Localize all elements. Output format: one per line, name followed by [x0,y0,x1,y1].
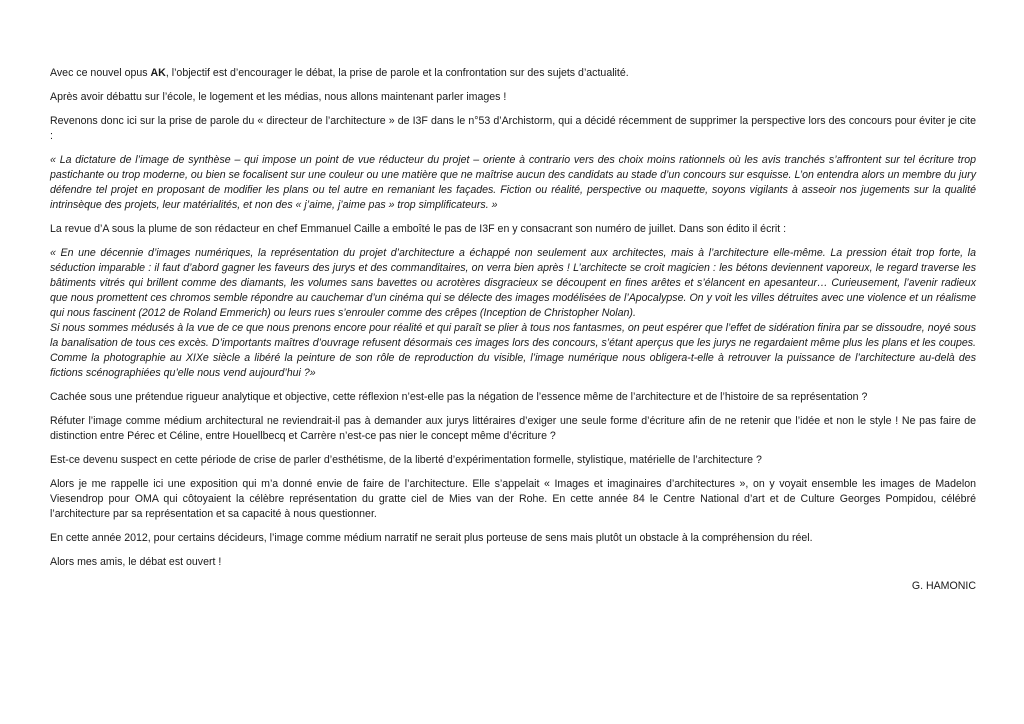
quote-i3f: « La dictature de l’image de synthèse – qui impose un point de vue réducteur du projet – oriente à contrario vers des choix moins rationnels où les avis tranchés s’affrontent sur tel écriture trop pastichante ou trop moderne, ou bien se focalisent sur une couleur ou une matière que ne maîtrise aucun des candidats au stade d’un concours sur esquisse. L’on entendra alors un membre du jury défendre tel projet en proposant de modifier les plans ou tel autre en remaniant les façades. Fiction ou réalité, perspective ou maquette, soyons vigilants à asseoir nos jugements sur la qualité intrinsèque des projets, leur matérialités, et non des « j’aime, j’aime pas » trop simplificateurs. » [50,154,976,211]
paragraph-topics: Après avoir débattu sur l’école, le logement et les médias, nous allons maintenant parler images ! [50,91,507,103]
document-page [50,66,976,594]
quote-edito-part2: Si nous sommes médusés à la vue de ce que nous prenons encore pour réalité et qui paraît se plier à tous nos fantasmes, on peut espérer que l’effet de sidération finira par se dissoudre, noyé sous la banalisation de tous ces excès. D’importants maîtres d’ouvrage refusent désormais ces images lors des concours, s’étant aperçus que les jurys ne regardaient même plus les plans et les coupes. Comme la photographie au XIXe siècle a libéré la peinture de son rôle de reproduction du visible, l’image numérique nous obligera-t-elle à retrouver la puissance de l’architecture au-delà des fictions scénographiées qu’elle nous vend aujourd’hui ?» [50,322,976,379]
magazine-name: AK [150,67,166,79]
intro-text-end: , l’objectif est d’encourager le débat, la prise de parole et la confrontation sur des sujets d’actualité. [165,67,629,79]
quote-edito-part1: « En une décennie d’images numériques, la représentation du projet d’architecture a échappé non seulement aux architectes, mais à l’architecture elle-même. La pression était trop forte, la séduction imparable : il faut d’abord gagner les faveurs des jurys et des commanditaires, on verra bien après ! L’architecte se croit magicien : les bétons deviennent vaporeux, le regard traverse les bâtiments vitrés qui brillent comme des diamants, les volumes sans bavettes ou acrotères disgracieux se découpent en fines arêtes et s’élancent en apesanteur… Curieusement, l’avenir radieux que nous promettent ces chromos semble répondre au cauchemar d’un cinéma qui se délecte des images modélisées de l’Apocalypse. On y voit les villes détruites avec une violence et un réalisme qui nous fascinent (2012 de Roland Emmerich) ou leurs rues s’enrouler comme des crêpes (Inception de Christopher Nolan). [50,247,976,319]
paragraph-refuter: Réfuter l’image comme médium architectural ne reviendrait-il pas à demander aux jurys littéraires d’exiger une seule forme d’écriture afin de ne retenir que l’idée et non le style ! Ne pas faire de distinction entre Pérec et Céline, entre Houellbecq et Carrère n’est-ce pas nier le concept même d’écriture ? [50,415,976,442]
intro-text-start: Avec ce nouvel opus [50,67,151,79]
paragraph-revue-da: La revue d’A sous la plume de son rédacteur en chef Emmanuel Caille a emboîté le pas de I3F en y consacrant son numéro de juillet. Dans son édito il écrit : [50,223,787,235]
signature: G. HAMONIC [911,580,976,592]
paragraph-crise: Est-ce devenu suspect en cette période de crise de parler d’esthétisme, de la liberté d’expérimentation formelle, stylistique, matérielle de l’architecture ? [50,454,762,466]
intro-paragraph [50,66,976,81]
paragraph-2012: En cette année 2012, pour certains décideurs, l’image comme médium narratif ne serait plus porteuse de sens mais plutôt un obstacle à la compréhension du réel. [50,532,813,544]
paragraph-reflexion: Cachée sous une prétendue rigueur analytique et objective, cette réflexion n’est-elle pas la négation de l’essence même de l’architecture et de l’histoire de sa représentation ? [50,391,868,403]
paragraph-i3f: Revenons donc ici sur la prise de parole du « directeur de l’architecture » de I3F dans le n°53 d’Archistorm, qui a décidé récemment de supprimer la perspective lors des concours pour éviter je cite : [50,115,976,142]
paragraph-conclusion: Alors mes amis, le débat est ouvert ! [50,556,222,568]
paragraph-exposition: Alors je me rappelle ici une exposition qui m’a donné envie de faire de l’architecture. Elle s’appelait « Images et imaginaires d’architectures », on y voyait ensemble les images de Madelon Viesendrop pour OMA qui côtoyaient la célèbre représentation du gratte ciel de Mies van der Rohe. En cette année 84 le Centre National d’art et de Culture Georges Pompidou, célébré l’architecture par sa représentation et sa capacité à nous questionner. [50,478,976,520]
